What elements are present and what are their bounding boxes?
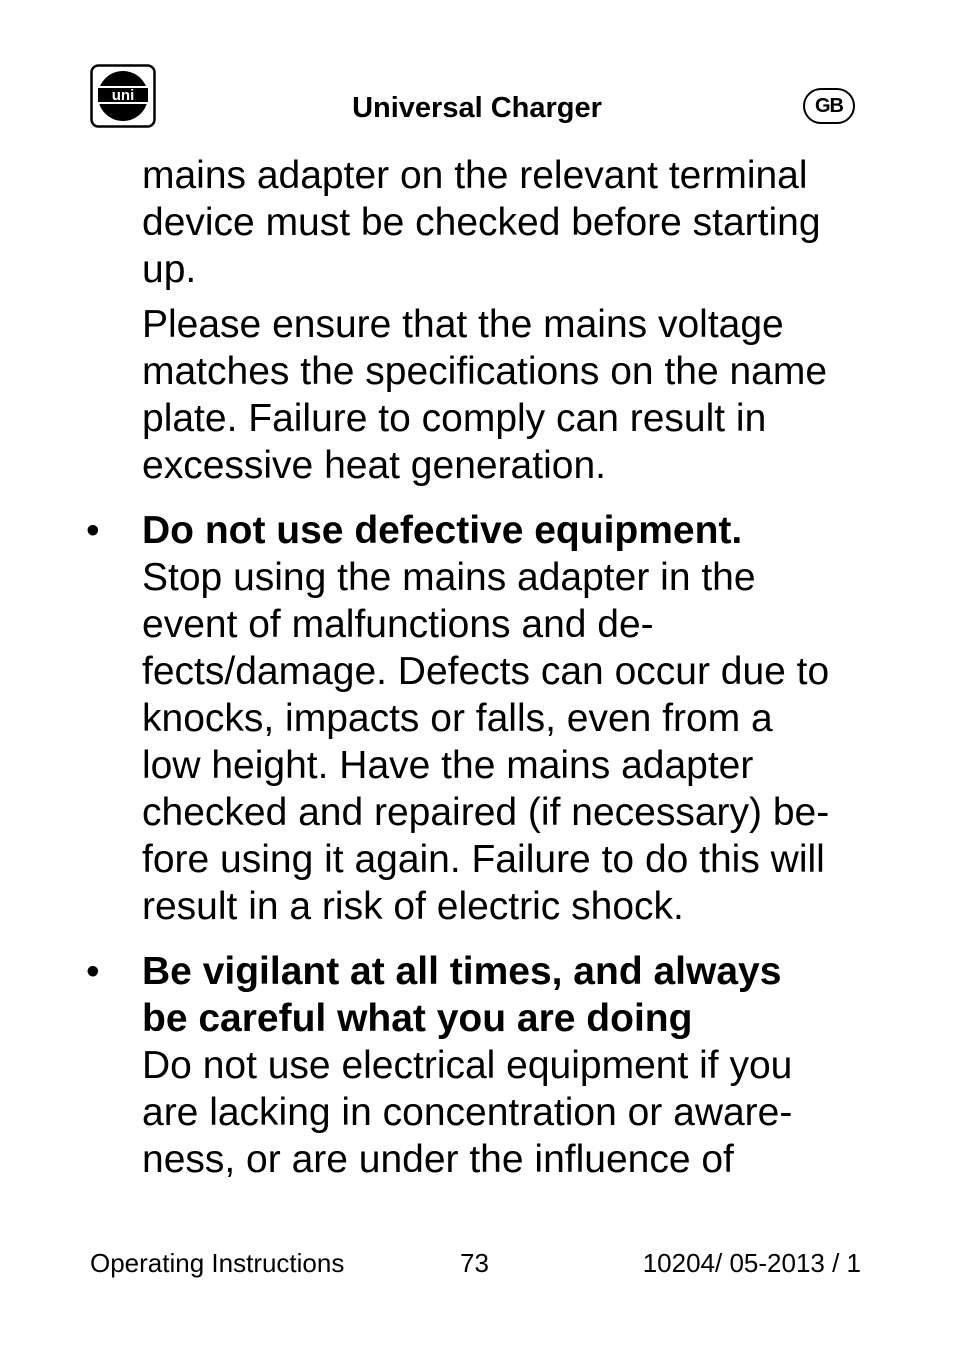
page-header-title: Universal Charger <box>352 92 602 124</box>
bullet-heading: be careful what you are doing <box>142 997 693 1040</box>
bullet-heading: Be vigilant at all times, and always <box>142 950 782 993</box>
bullet-heading: Do not use defective equipment. <box>142 509 743 552</box>
language-badge: GB <box>803 88 855 124</box>
continuation-paragraph: mains adapter on the relevant terminal device must be checked before starting up. <box>142 154 821 291</box>
svg-text:uni: uni <box>111 87 135 104</box>
footer-document-title: Operating Instructions <box>90 1248 345 1278</box>
bullet-icon: • <box>86 509 100 552</box>
page-number: 73 <box>460 1248 489 1278</box>
footer-document-code: 10204/ 05-2013 / 1 <box>642 1248 861 1278</box>
voltage-paragraph: Please ensure that the mains voltage matches the specifications on the name plate. Failure to comply can result in excessive heat generation. <box>142 303 828 487</box>
bullet-item-be-vigilant: • Be vigilant at all times, and always be careful what you are doing Do not use electrical equipment if you are lacking in concentration or aware- ness, or are under the influence of <box>86 950 793 1181</box>
document-body <box>86 152 882 1183</box>
bullet-item-defective-equipment: • Do not use defective equipment. Stop using the mains adapter in the event of malfunctions and de- fects/damage. Defects can occur due to knocks, impacts or falls, even from a low height. Have the mains adapter checked and repaired (if necessary) be- fore using it again. Failure to do this will result in a risk of electric shock. <box>86 509 830 928</box>
bullet-icon: • <box>86 950 100 993</box>
